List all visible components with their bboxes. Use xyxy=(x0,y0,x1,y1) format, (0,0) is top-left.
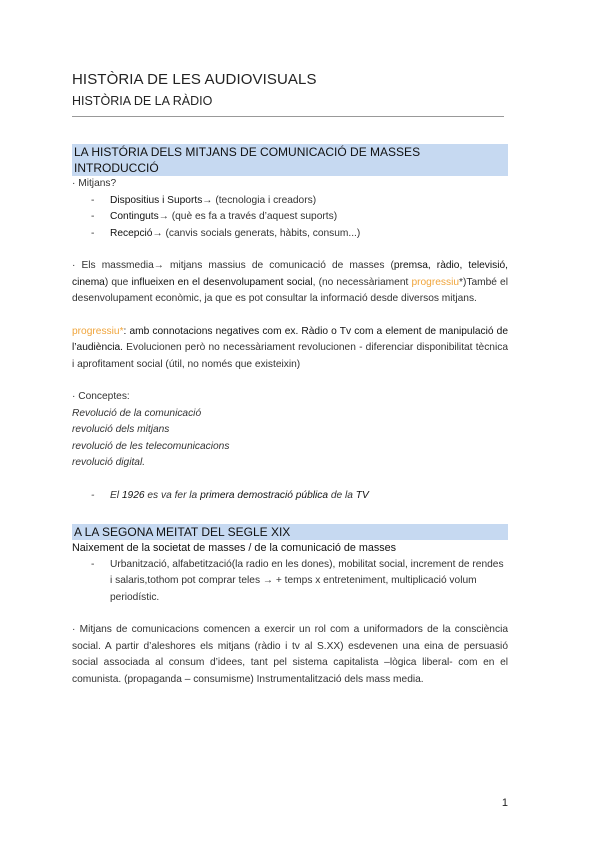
mitjans-question: · Mitjans? xyxy=(72,178,117,189)
concept-item: revolució dels mitjans xyxy=(72,424,170,435)
section-heading-intro: INTRODUCCIÓ xyxy=(72,160,508,176)
page-number: 1 xyxy=(501,797,508,809)
progressiu-paragraph: progressiu*: amb connotacions negatives com ex. Ràdio o Tv com a element de manipulació de l’audiència. Evolucionen però no necessàriament revolucionen - diferenciar disponibilitat tècnica i aprofitament social (útil, no només que existeixin) xyxy=(72,325,508,370)
concept-item: revolució de les telecomunicacions xyxy=(72,440,230,452)
concept-item: Revolució de la comunicació xyxy=(72,407,202,419)
list-item: - Urbanització, alfabetització(la radio en les dones), mobilitat social, increment de rendes i salaris,tothom pot comprar teles → + temps x entreteniment, multiplicació volum periodístic. xyxy=(72,557,508,607)
conceptes-title: · Conceptes: xyxy=(72,391,130,402)
document-subtitle: HISTÒRIA DE LA RÀDIO xyxy=(72,94,213,108)
tv-demo-list xyxy=(72,488,508,505)
section-heading-history: LA HISTÓRIA DELS MITJANS DE COMUNICACIÓ DE MASSES xyxy=(72,144,508,160)
header-divider xyxy=(72,116,504,117)
list-item: - Continguts→ (què es fa a través d’aquest suports) xyxy=(72,209,508,226)
mitjans-list xyxy=(72,193,508,243)
massmedia-paragraph: · Els massmedia→ mitjans massius de comunicació de masses (premsa, ràdio, televisió, cinema) que influeixen en el desenvolupament social, (no necessàriament progressiu*)També el desenvolupament econòmic, ja que es pot consultar la informació desde diversos mitjans. xyxy=(72,260,508,304)
document-title: HISTÒRIA DE LES AUDIOVISUALS xyxy=(72,71,317,88)
list-item: - El 1926 es va fer la primera demostració pública de la TV xyxy=(72,488,508,505)
media-role-paragraph: · Mitjans de comunicacions comencen a exercir un rol com a uniformadors de la consciència social. A partir d’aleshores els mitjans (ràdio i tv al S.XX) esdevenen una eina de persuasió social associada al consum d’idees, tant pel sistema capitalista –lògica liberal- com en el comunista. (propaganda – consumisme) Instrumentalització dels mass media. xyxy=(72,624,508,685)
list-item: - Dispositius i Suports→ (tecnologia i creadors) xyxy=(72,193,508,210)
document-page xyxy=(72,70,508,688)
society-list xyxy=(72,557,508,607)
list-item: - Recepció→ (canvis socials generats, hàbits, consum...) xyxy=(72,226,508,243)
section-heading-xix: A LA SEGONA MEITAT DEL SEGLE XIX xyxy=(72,524,508,540)
section-subheading: Naixement de la societat de masses / de la comunicació de masses xyxy=(72,542,397,554)
concept-item: revolució digital. xyxy=(72,457,146,468)
